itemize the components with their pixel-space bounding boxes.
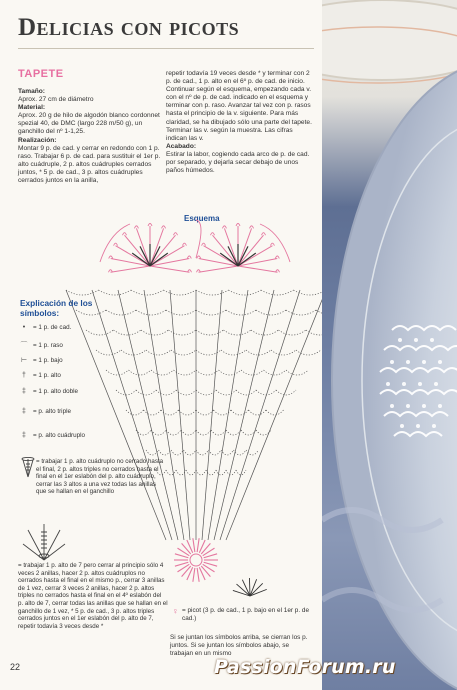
center-stitch <box>197 568 199 582</box>
picot-mark <box>187 256 191 259</box>
chain-arc <box>226 430 241 435</box>
legend-item <box>18 324 71 331</box>
chain-arc <box>251 330 279 335</box>
legend-text: = 1 p. bajo <box>33 356 63 364</box>
chain-arc <box>286 310 316 315</box>
legend-item <box>18 340 63 350</box>
chain-arc <box>224 330 252 335</box>
chain-arc <box>271 350 296 355</box>
picot-icon: ♀ <box>172 606 179 616</box>
chain-arc <box>196 450 209 455</box>
large-cluster-symbol-icon <box>20 518 68 562</box>
chain-arc <box>164 290 197 295</box>
chain-arc <box>126 410 144 415</box>
chain-arc <box>211 430 226 435</box>
legend-title: Explicación de los símbolos: <box>20 298 93 318</box>
material-label: Material: <box>18 104 46 112</box>
legend-text: = 1 p. alto doble <box>33 388 78 395</box>
picot-legend-text: = picot (3 p. de cad., 1 p. bajo en el 1er p. de cad.) <box>182 607 310 622</box>
chart-center-ring <box>174 538 218 582</box>
legend-item <box>18 432 85 439</box>
chain-arc <box>176 390 196 395</box>
realization-text: Montar 9 p. de cad. y cerrar en redondo con 1 p. raso. Trabajar 6 p. de cad. para sustituir el 1er p. alto cuádruple, 2 p. altos cuádruples cerrados juntos, * 5 p. de cad., 3 p. altos cuádruples cerrados juntos en la anilla, <box>18 144 161 185</box>
chain-arc <box>236 390 256 395</box>
chain-arc <box>169 330 197 335</box>
picot-mark <box>211 233 215 236</box>
chain-arc <box>181 430 196 435</box>
chain-arc <box>231 410 249 415</box>
single-crochet-icon: ⊢ <box>20 357 28 364</box>
legend-text: = 1 p. raso <box>33 341 63 349</box>
chain-arc <box>114 330 142 335</box>
fan-stitch <box>150 266 190 272</box>
finish-label: Acabado: <box>166 142 197 150</box>
quadruple-treble-icon: ‡ <box>22 432 26 439</box>
radial-stitch-line <box>220 290 300 540</box>
picot-mark <box>261 233 265 236</box>
chain-arc <box>219 370 242 375</box>
chain-arc <box>256 390 276 395</box>
page-title: Delicias con picots <box>18 14 240 41</box>
chain-arc <box>279 330 307 335</box>
treble-crochet-icon: ‡ <box>22 388 26 395</box>
chain-arc <box>106 370 129 375</box>
chart-small-fan <box>233 578 267 596</box>
size-text: Aprox. 27 cm de diámetro <box>18 96 94 104</box>
double-crochet-icon: † <box>22 372 26 379</box>
doily-photo <box>322 0 457 690</box>
chain-arc <box>96 350 121 355</box>
radial-stitch-line <box>170 290 190 540</box>
chain-arc <box>196 290 229 295</box>
chain-arc <box>209 450 222 455</box>
chain-arc <box>266 410 284 415</box>
chain-arc <box>184 450 197 455</box>
chain-arc <box>116 390 136 395</box>
chain-arc <box>166 310 196 315</box>
chain-arc <box>226 470 236 475</box>
chart-mesh <box>66 290 322 540</box>
chain-arc <box>136 310 166 315</box>
radial-stitch-line <box>208 290 248 540</box>
center-stitch <box>193 568 195 582</box>
chain-arc <box>221 450 234 455</box>
center-ring <box>190 554 202 566</box>
chain-arc <box>241 370 264 375</box>
joining-note: Si se juntan los símbolos arriba, se cierran los p. juntos. Si se juntan los símbolos abajo, se trabajan en un mismo <box>170 634 308 657</box>
chain-arc <box>249 410 267 415</box>
chain-arc <box>141 330 169 335</box>
chain-arc <box>256 310 286 315</box>
legend-item <box>18 408 71 415</box>
realization-continued-text: repetir todavía 19 veces desde * y terminar con 2 p. de cad., 1 p. alto en el 6º p. de cad. de inicio. Continuar según el esquema, empezando cada v. con el nº de p. de cad. indicado en el esquema y terminar con p. raso. Avanzar tal vez con p. rasos hasta el principio de la v. siguiente. Para más claridad, se ha dibujado sólo una parte del tapete. Terminar las v. según la muestra. Las cifras indican las v. <box>166 70 312 142</box>
chain-arc <box>99 290 132 295</box>
diagram-title: Esquema <box>184 214 220 223</box>
chain-arc <box>226 310 256 315</box>
instructions-column-1 <box>18 88 164 185</box>
chain-arc <box>196 410 214 415</box>
picot-mark <box>134 226 138 229</box>
legend-item <box>18 356 63 364</box>
picot-mark <box>275 256 279 259</box>
chain-arc <box>186 470 196 475</box>
picot-mark <box>202 243 206 246</box>
chain-arc <box>136 390 156 395</box>
project-name: TAPETE <box>18 68 64 80</box>
center-stitch <box>197 538 199 552</box>
chain-arc <box>146 350 171 355</box>
detail-stitch <box>250 583 263 596</box>
chain-arc <box>221 350 246 355</box>
picot-mark <box>270 243 274 246</box>
chain-arc <box>229 290 262 295</box>
page-number: 22 <box>10 662 21 672</box>
chain-arc <box>151 430 166 435</box>
chain-arc <box>159 450 172 455</box>
fan-stitch <box>238 266 278 272</box>
chain-arc <box>166 430 181 435</box>
outer-arc <box>100 220 290 262</box>
chain-arc <box>261 290 294 295</box>
chain-arc <box>86 330 114 335</box>
chain-arc <box>196 430 211 435</box>
realization-label: Realización: <box>18 136 57 144</box>
chain-arc <box>131 290 164 295</box>
picot-mark <box>236 224 240 227</box>
chain-arc <box>156 390 176 395</box>
material-text: Aprox. 20 g de hilo de algodón blanco cordonnet spezial 40, de DMC (largo 228 m/50 g), un ganchillo del nº 1-1,25. <box>18 112 160 136</box>
fan-stitch <box>198 266 238 272</box>
chain-arc <box>196 390 216 395</box>
picot-mark <box>173 233 177 236</box>
legend-item <box>18 388 78 395</box>
large-cluster-symbol-text: = trabajar 1 p. alto de 7 pero cerrar al principio sólo 4 veces 2 anillas, hacer 2 p. altos cuádruplos no cerrados hasta el final en el mismo p., cerrar 3 anillas de 1 vez, cerrar 3 veces 2 anillas, hacer 2 p. altos triples no cerrados hasta el final en el 4º eslabón del p. alto de 7, cerrar todas las anillas que se hallan en el ganchillo de 1 vez, * 5 p. de cad., 3 p. altos triples cerrados juntos en el 1er eslabón del p. alto de 7, repetir todavía 3 veces desde * <box>18 562 168 630</box>
fan-stitch <box>110 266 150 272</box>
instructions-column-2 <box>166 70 314 175</box>
detail-stitch <box>249 578 250 596</box>
chain-arc <box>171 450 184 455</box>
picot-mark <box>197 256 201 259</box>
radial-stitch-line <box>144 290 184 540</box>
cluster-symbol-icon <box>18 456 38 478</box>
size-label: Tamaño: <box>18 88 45 95</box>
title-divider <box>18 48 314 49</box>
picot-mark <box>148 224 152 227</box>
chain-arc <box>196 330 224 335</box>
chain-arc <box>294 290 323 295</box>
chart-fans <box>100 220 290 272</box>
chain-arc <box>179 410 197 415</box>
chain-icon: • <box>22 324 26 331</box>
picot-mark <box>250 226 254 229</box>
cluster-symbol-text: = trabajar 1 p. alto cuádruplo no cerrado hasta el final, 2 p. altos triples no cerrados hasta el final en el 1er eslabón del p. alto cuádruplo, cerrar las 3 altos a una vez todas las anillas que se hallan en el ganchillo <box>36 458 164 496</box>
chain-arc <box>296 350 321 355</box>
chain-arc <box>144 410 162 415</box>
legend-text: = 1 p. alto <box>33 372 61 379</box>
slip-stitch-icon: ⌒ <box>20 342 28 349</box>
triple-treble-icon: ‡ <box>22 408 26 415</box>
chain-arc <box>151 370 174 375</box>
chain-arc <box>196 470 206 475</box>
finish-text: Estirar la labor, cogiendo cada arco de p. de cad. por separado, y dejarla secar debajo de unos paños húmedos. <box>166 150 310 175</box>
radial-stitch-line <box>214 290 274 540</box>
chain-arc <box>216 470 226 475</box>
picot-mark <box>109 256 113 259</box>
chain-arc <box>196 310 226 315</box>
legend-text: = p. alto cuádruplo <box>33 432 85 439</box>
chain-arc <box>129 370 152 375</box>
picot-mark <box>162 226 166 229</box>
picot-mark <box>222 226 226 229</box>
picot-mark <box>182 243 186 246</box>
picot-mark <box>123 233 127 236</box>
radial-stitch-line <box>202 290 222 540</box>
legend-text: = 1 p. de cad. <box>33 324 72 331</box>
picot-mark <box>114 243 118 246</box>
chain-arc <box>264 370 287 375</box>
chain-arc <box>286 370 309 375</box>
radial-stitch-line <box>92 290 172 540</box>
doily-photo-illustration <box>322 0 457 690</box>
chain-arc <box>166 470 176 475</box>
chain-arc <box>216 390 236 395</box>
site-watermark: PassionForum.ru <box>214 656 396 678</box>
legend-item <box>18 372 61 379</box>
legend-text: = p. alto triple <box>33 408 71 415</box>
center-stitch <box>193 538 195 552</box>
